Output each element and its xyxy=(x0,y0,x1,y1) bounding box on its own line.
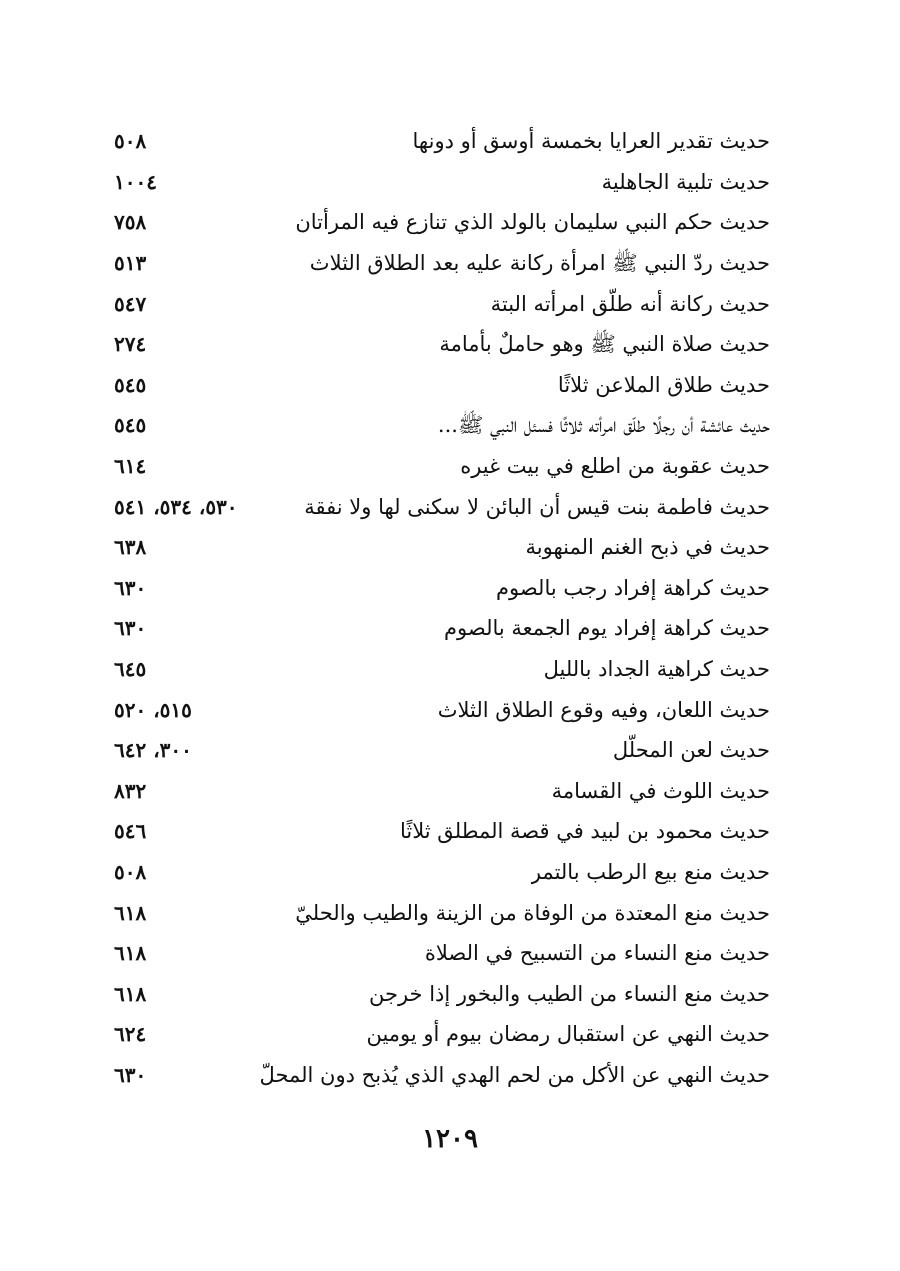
index-entry xyxy=(110,527,770,568)
entry-title: حديث صلاة النبي ﷺ وهو حاملٌ بأمامة xyxy=(439,332,770,357)
entry-title: حديث منع النساء من الطيب والبخور إذا خرجن xyxy=(369,981,770,1006)
entry-page-refs: ٦٣٠ xyxy=(114,616,147,641)
index-entry xyxy=(110,892,770,933)
entry-page-refs: ٥٤٥ xyxy=(114,372,147,397)
entry-page-refs: ٦١٨ xyxy=(114,981,147,1006)
hadith-index-list xyxy=(110,121,770,1095)
index-entry xyxy=(110,202,770,243)
entry-title: حديث اللوث في القسامة xyxy=(551,778,770,803)
index-entry xyxy=(110,486,770,527)
index-entry xyxy=(110,608,770,649)
entry-title: حديث النهي عن استقبال رمضان بيوم أو يومين xyxy=(366,1022,770,1047)
entry-page-refs: ٦٤٥ xyxy=(114,657,147,682)
entry-page-refs: ٥٣٠، ٥٣٤، ٥٤١ xyxy=(114,494,238,519)
index-entry xyxy=(110,1014,770,1055)
entry-page-refs: ٦١٨ xyxy=(114,941,147,966)
entry-page-refs: ٦٢٤ xyxy=(114,1022,147,1047)
entry-page-refs: ٥٠٨ xyxy=(114,129,147,154)
entry-title: حديث كراهة إفراد رجب بالصوم xyxy=(495,575,770,600)
entry-page-refs: ١٠٠٤ xyxy=(114,169,157,194)
index-entry xyxy=(110,973,770,1014)
entry-title: حديث طلاق الملاعن ثلاثًا xyxy=(557,372,770,397)
entry-page-refs: ٧٥٨ xyxy=(114,210,147,235)
index-entry xyxy=(110,365,770,406)
entry-title: حديث ردّ النبي ﷺ امرأة ركانة عليه بعد الطلاق الثلاث xyxy=(309,251,770,276)
index-entry xyxy=(110,446,770,487)
index-entry xyxy=(110,852,770,893)
entry-title: حديث عائشة أن رجلًا طلّق امرأته ثلاثًا فسئل النبي ﷺ... xyxy=(437,413,770,438)
index-entry xyxy=(110,649,770,690)
entry-title: حديث منع المعتدة من الوفاة من الزينة والطيب والحليّ xyxy=(295,900,770,925)
entry-page-refs: ٥٤٥ xyxy=(114,413,147,438)
index-entry xyxy=(110,568,770,609)
entry-page-refs: ٥١٣ xyxy=(114,251,147,276)
entry-page-refs: ٥٤٧ xyxy=(114,291,147,316)
entry-title: حديث ركانة أنه طلّق امرأته البتة xyxy=(490,291,770,316)
entry-title: حديث تلبية الجاهلية xyxy=(601,169,770,194)
entry-title: حديث النهي عن الأكل من لحم الهدي الذي يُذبح دون المحلّ xyxy=(259,1062,770,1087)
entry-title: حديث فاطمة بنت قيس أن البائن لا سكنى لها ولا نفقة xyxy=(304,494,770,519)
entry-page-refs: ٦١٤ xyxy=(114,454,147,479)
entry-title: حديث حكم النبي سليمان بالولد الذي تنازع فيه المرأتان xyxy=(295,210,770,235)
entry-page-refs: ٥٠٨ xyxy=(114,859,147,884)
index-entry xyxy=(110,162,770,203)
entry-page-refs: ٨٣٢ xyxy=(114,778,147,803)
entry-title: حديث عقوبة من اطلع في بيت غيره xyxy=(460,454,770,479)
entry-title: حديث كراهة إفراد يوم الجمعة بالصوم xyxy=(444,616,770,641)
index-entry xyxy=(110,405,770,446)
entry-title: حديث لعن المحلّل xyxy=(612,738,770,763)
entry-title: حديث محمود بن لبيد في قصة المطلق ثلاثًا xyxy=(399,819,770,844)
entry-page-refs: ٢٧٤ xyxy=(114,332,147,357)
index-entry xyxy=(110,243,770,284)
entry-page-refs: ٥٤٦ xyxy=(114,819,147,844)
index-entry xyxy=(110,933,770,974)
entry-title: حديث منع بيع الرطب بالتمر xyxy=(530,859,770,884)
page-number: ١٢٠٩ xyxy=(422,1124,478,1154)
index-entry xyxy=(110,1055,770,1096)
entry-page-refs: ٦١٨ xyxy=(114,900,147,925)
index-entry xyxy=(110,324,770,365)
entry-title: حديث منع النساء من التسبيح في الصلاة xyxy=(424,941,770,966)
entry-title: حديث تقدير العرايا بخمسة أوسق أو دونها xyxy=(412,129,770,154)
entry-title: حديث كراهية الجداد بالليل xyxy=(543,657,770,682)
entry-page-refs: ٦٣٨ xyxy=(114,535,147,560)
entry-title: حديث في ذبح الغنم المنهوبة xyxy=(525,535,770,560)
index-entry xyxy=(110,730,770,771)
entry-page-refs: ٣٠٠، ٦٤٢ xyxy=(114,738,192,763)
index-entry xyxy=(110,811,770,852)
entry-page-refs: ٦٣٠ xyxy=(114,575,147,600)
entry-page-refs: ٥١٥، ٥٢٠ xyxy=(114,697,192,722)
entry-title: حديث اللعان، وفيه وقوع الطلاق الثلاث xyxy=(437,697,770,722)
entry-page-refs: ٦٣٠ xyxy=(114,1062,147,1087)
index-entry xyxy=(110,771,770,812)
index-entry xyxy=(110,121,770,162)
index-entry xyxy=(110,283,770,324)
index-entry xyxy=(110,689,770,730)
